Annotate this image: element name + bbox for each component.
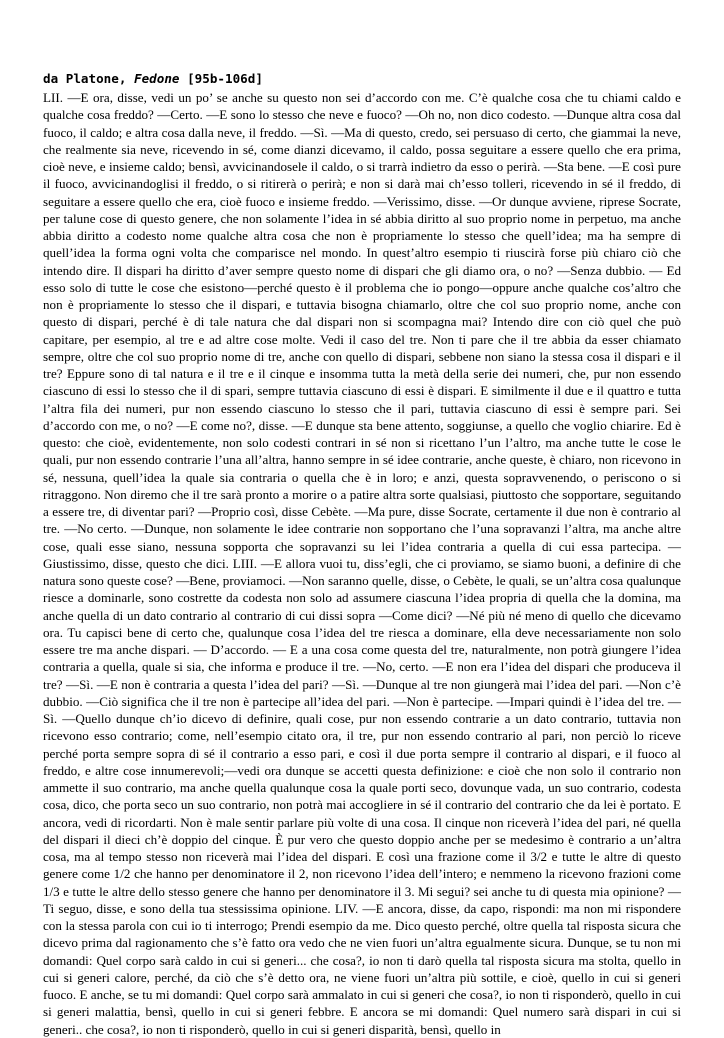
document-heading	[43, 70, 681, 87]
heading-work-title: Fedone	[134, 71, 180, 86]
document-page	[43, 70, 681, 1038]
body-paragraph: LII. —E ora, disse, vedi un po’ se anche su questo non sei d’accordo con me. C’è qualche cosa che tu chiami caldo e qualche cosa freddo? —Certo. —E sono lo stesso che neve e fuoco? —Oh no, non dico codesto. —Dunque altra cosa dal fuoco, il caldo; e altra cosa dalla neve, il freddo. —Sì. —Ma di questo, credo, sei persuaso di certo, che giammai la neve, che realmente sia neve, ricevendo in sé, come dianzi dicevamo, il caldo, possa seguitare a essere quello che era prima, cioè neve, e insieme caldo; bensì, avvicinandosele il caldo, o si trarrà indietro da esso o perirà. —Sta bene. —E così pure il fuoco, avvicinandoglisi il freddo, o si ritirerà o perirà; e non si darà mai ch’esso tolleri, ricevendo in sé il freddo, di seguitare a essere quello che era, cioè fuoco e insieme freddo. —Verissimo, disse. —Or dunque avviene, riprese Socrate, per talune cose di questo genere, che non solamente l’idea in sé abbia diritto al suo proprio nome in perpetuo, ma anche abbia diritto a codesto nome qualche altra cosa che non è propriamente lo stesso che quell’idea; ma ha sempre di quell’idea la forma ogni volta che comparisce nel mondo. In quest’altro esempio ti riuscirà forse più chiaro ciò che intendo dire. Il dispari ha diritto d’aver sempre questo nome di dispari che gli diamo ora, o no? —Senza dubbio. — Ed esso solo di tutte le cose che esistono—perché questo è il problema che io pongo—oppure anche qualche cos’altro che non è propriamente lo stesso che il dispari, e tuttavia bisogna chiamarlo, oltre che col suo proprio nome, anche con questo di dispari, perché è di tale natura che dal dispari non si scompagna mai? Intendo dire con ciò quel che può capitare, per esempio, al tre e ad altre cose molte. Vedi il caso del tre. Non ti pare che il tre abbia da esser chiamato sempre, oltre che col suo proprio nome di tre, anche con quello di dispari, sebbene non siano la stessa cosa il dispari e il tre? Eppure sono di tal natura e il tre e il cinque e insomma tutta la metà della serie dei numeri, che, pur non essendo ciascuno di essi lo stesso che il di spari, sempre tuttavia ciascuno di essi è dispari. E similmente il due e il quattro e tutta l’altra fila dei numeri, pur non essendo ciascuno lo stesso che il pari, tuttavia ciascuno di essi è sempre pari. Sei d’accordo con me, o no? —E come no?, disse. —E dunque sta bene attento, soggiunse, a quello che voglio chiarire. Ed è questo: che cioè, evidentemente, non solo codesti contrari in sé non si ricettano l’un l’altro, ma anche tutte le cose le quali, pur non essendo contrarie l’una all’altra, hanno sempre in sé idee contrarie, anche queste, è chiaro, non ricevono in sé, nessuna, quell’idea la quale sia contraria o quella che è in loro; e anzi, questa sopravvenendo, o periscono o si ritraggono. Non diremo che il tre sarà pronto a morire o a patire altra sorte qualsiasi, piuttosto che sopportare, seguitando a essere tre, di diventar pari? —Proprio così, disse Cebète. —Ma pure, disse Socrate, certamente il due non è contrario al tre. —No certo. —Dunque, non solamente le idee contrarie non sopportano che l’una sopravanzi l’altra, ma anche altre cose, quali esse siano, nessuna sopporta che sopravanzi su lei l’idea contraria a quella di cui essa partecipa. —Giustissimo, disse, questo che dici. LIII. —E allora vuoi tu, diss’egli, che ci proviamo, se siamo buoni, a definire di che natura sono queste cose? —Bene, proviamoci. —Non saranno quelle, disse, o Cebète, le quali, se un’altra cosa qualunque riesce a dominarle, sono costrette da codesta non solo ad assumere ciascuna l’idea propria di quella che la domina, ma anche quella di un dato contrario al contrario di cui dissi sopra —Come dici? —Né più né meno di quello che dicevamo ora. Tu capisci bene di certo che, qualunque cosa l’idea del tre riesca a dominare, ella deve necessariamente non solo essere tre ma anche dispari. — D’accordo. — E a una cosa come questa del tre, naturalmente, non potrà giungere l’idea contraria a quella, quale si sia, che informa e produce il tre. —No, certo. —E non era l’idea del dispari che produceva il tre? —Sì. —E non è contraria a questa l’idea del pari? —Sì. —Dunque al tre non giungerà mai l’idea del pari. —Non c’è dubbio. —Ciò significa che il tre non è partecipe all’idea del pari. —Non è partecipe. —Impari quindi è l’idea del tre. —Sì. —Quello dunque ch’io dicevo di definire, quali cose, pur non essendo contrarie a un dato contrario, tuttavia non ricevono esso contrario; come, nell’esempio citato ora, il tre, pur non essendo contrario al pari, non perciò lo riceve perché porta sempre sopra di sé il contrario a esso pari, e così il due porta sempre il contrario al dispari, e il fuoco al freddo, e altre cose innumerevoli;—vedi ora dunque se accetti questa definizione: e cioè che non solo il contrario non ammette il suo contrario, ma anche quella qualunque cosa la quale porti seco, dovunque vada, un suo contrario, codesta cosa, dico, che porta seco un suo contrario, non potrà mai accogliere in sé il contrario del contrario che da lei è portato. E ancora, vedi di ricordarti. Non è male sentir parlare più volte di una cosa. Il cinque non riceverà l’idea del pari, né quella del dispari il dieci ch’è doppio del cinque. È pur vero che questo doppio anche per se medesimo è contrario a un’altra cosa, ma al tempo stesso non riceverà mai l’idea del dispari. E così una frazione come il 3/2 e tutte le altre di questo genere come 1/2 che hanno per denominatore il 2, non ricevono l’idea dell’intero; e nemmeno la ricevono frazioni come 1/3 e tutte le altre dello stesso genere che hanno per denominatore il 3. Mi segui? sei anche tu di questa mia opinione? —Ti seguo, disse, e sono della tua stessissima opinione. LIV. —E ancora, disse, da capo, rispondi: ma non mi rispondere con la stessa parola con cui io ti interrogo; Prendi esempio da me. Dico questo perché, oltre quella tal risposta sicura che dicevo prima dal ragionamento che s’è fatto ora vedo che ne vien fuori un’altra egualmente sicura. Dunque, se tu non mi domandi: Quel corpo sarà caldo in cui si generi... che cosa?, io non ti darò quella tal risposta sicura ma stolta, quello in cui si generi calore, perché, da ciò che s’è detto ora, ne viene fuori un’altra più sottile, e cioè, quello in cui si generi fuoco. E anche, se tu mi domandi: Quel corpo sarà ammalato in cui si generi che cosa?, io non ti risponderò, quello in cui si generi malattia, bensì, quello in cui si generi febbre. E ancora se mi domandi: Quel numero sarà dispari in cui si generi.. che cosa?, io non ti risponderò, quello in cui si generi disparità, bensì, quello in	[43, 90, 681, 1037]
heading-reference: [95b-106d]	[179, 71, 263, 86]
heading-source: da Platone,	[43, 71, 134, 86]
